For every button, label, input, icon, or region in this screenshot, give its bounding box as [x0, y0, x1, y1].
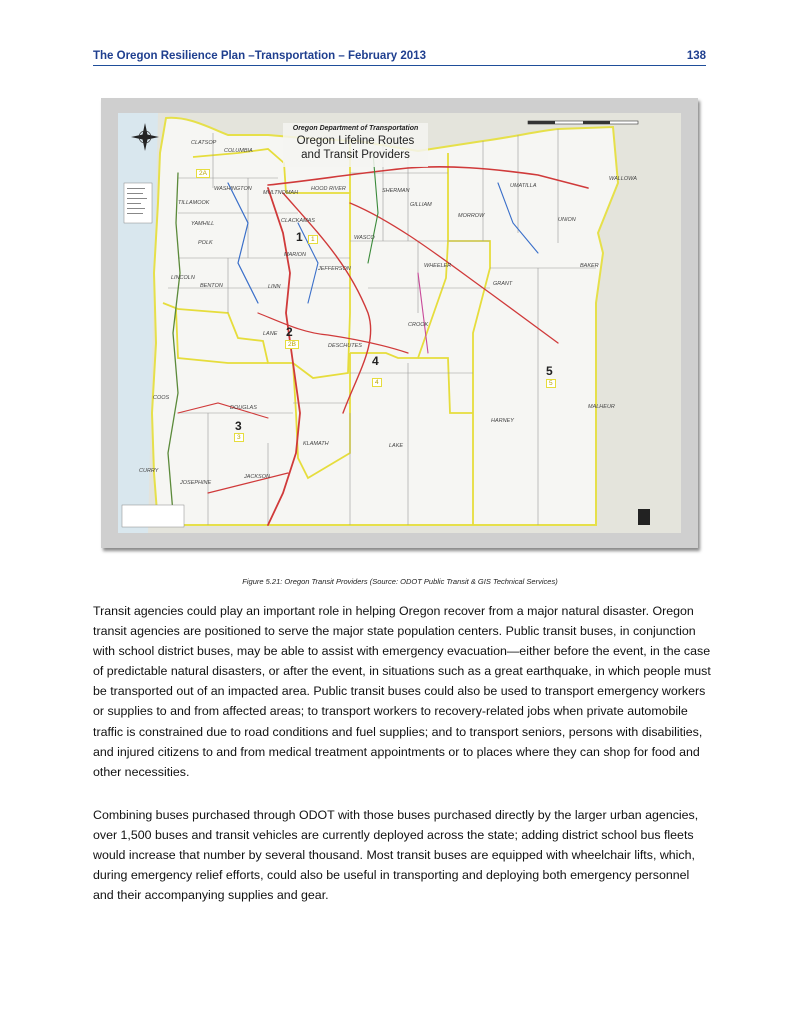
county-label: LANE: [263, 331, 278, 337]
region-badge: 4: [372, 378, 382, 387]
county-label: HOOD RIVER: [311, 186, 346, 192]
document-title: The Oregon Resilience Plan –Transportation – February 2013: [93, 50, 426, 62]
county-label: MARION: [284, 252, 306, 258]
map-title-line2: and Transit Providers: [301, 149, 410, 161]
region-badge: 2B: [285, 340, 299, 349]
county-label: JOSEPHINE: [180, 480, 212, 486]
region-number: 2: [286, 325, 293, 339]
county-label: WALLOWA: [609, 176, 637, 182]
county-label: POLK: [198, 240, 213, 246]
page-number: 138: [686, 50, 706, 62]
county-label: GILLIAM: [410, 202, 432, 208]
county-label: BAKER: [580, 263, 599, 269]
figure-caption: Figure 5.21: Oregon Transit Providers (Source: ODOT Public Transit & GIS Technical Services): [242, 577, 558, 586]
county-label: CURRY: [139, 468, 159, 474]
region-number: 3: [235, 419, 242, 433]
county-label: SHERMAN: [382, 188, 410, 194]
county-label: DOUGLAS: [230, 405, 257, 411]
page-header: [93, 49, 706, 66]
county-label: WHEELER: [424, 263, 452, 269]
region-number: 1: [296, 230, 303, 244]
map-info-block: [122, 505, 184, 527]
county-label: MULTNOMAH: [263, 190, 299, 196]
county-label: CROOK: [408, 322, 429, 328]
county-label: JEFFERSON: [318, 266, 351, 272]
county-label: WASHINGTON: [214, 186, 252, 192]
county-label: COLUMBIA: [224, 148, 253, 154]
county-label: DESCHUTES: [328, 343, 362, 349]
region-number: 5: [546, 364, 553, 378]
county-label: CLATSOP: [191, 140, 217, 146]
scale-bar: [528, 121, 638, 124]
county-label: UMATILLA: [510, 183, 537, 189]
county-label: TILLAMOOK: [178, 200, 210, 206]
oregon-transit-map: [118, 113, 681, 533]
region-badge: 1: [308, 235, 318, 244]
county-label: MORROW: [458, 213, 485, 219]
county-label: COOS: [153, 395, 170, 401]
map-agency: Oregon Department of Transportation: [292, 125, 419, 132]
county-label: WASCO: [354, 235, 375, 241]
county-label: YAMHILL: [191, 221, 215, 227]
region-number: 4: [372, 354, 379, 368]
county-label: UNION: [558, 217, 576, 223]
odot-logo: [638, 509, 650, 525]
county-label: JACKSON: [244, 474, 270, 480]
region-badge: 5: [546, 379, 556, 388]
region-badge: 2A: [196, 169, 210, 178]
body-paragraph: Combining buses purchased through ODOT with those buses purchased directly by the larger urban agencies, over 1,500 buses and transit vehicles are currently deployed across the state; adding district school bus fleets would increase that number by several thousand. Most transit buses are equipped with wheelchair lifts, which, during emergency relief efforts, could also be useful in transporting and deploying both emergency personnel and their accompanying supplies and gear.: [93, 808, 699, 903]
county-label: CLACKAMAS: [281, 218, 315, 224]
oregon-state-shape: [152, 118, 618, 525]
body-paragraph: Transit agencies could play an important role in helping Oregon recover from a major natural disaster. Oregon transit agencies are positioned to serve the major state population centers. Public transit buses, in conjunction with school district buses, may be able to assist with emergency evacuation—either before the event, in the case of predictable natural disasters, or after the event, in situations such as a great earthquake, in which people must be transported out of an impacted area. Public transit buses could also be used to transport emergency workers or supplies to and from affected areas; to transport workers to recovery-related jobs when private automobile traffic is constrained due to road conditions and fuel supplies; and to transport seniors, persons with disabilities, and injured citizens to and from medical treatment appointments or to places where they can shop for food and other necessities.: [93, 604, 711, 779]
county-label: HARNEY: [491, 418, 514, 424]
county-label: MALHEUR: [588, 404, 615, 410]
map-figure: [101, 98, 698, 548]
county-label: GRANT: [493, 281, 513, 287]
county-label: LINCOLN: [171, 275, 195, 281]
county-label: LINN: [268, 284, 281, 290]
county-label: BENTON: [200, 283, 223, 289]
county-label: LAKE: [389, 443, 404, 449]
map-title-line1: Oregon Lifeline Routes: [296, 135, 415, 147]
region-badge: 3: [234, 433, 244, 442]
county-label: KLAMATH: [303, 441, 329, 447]
